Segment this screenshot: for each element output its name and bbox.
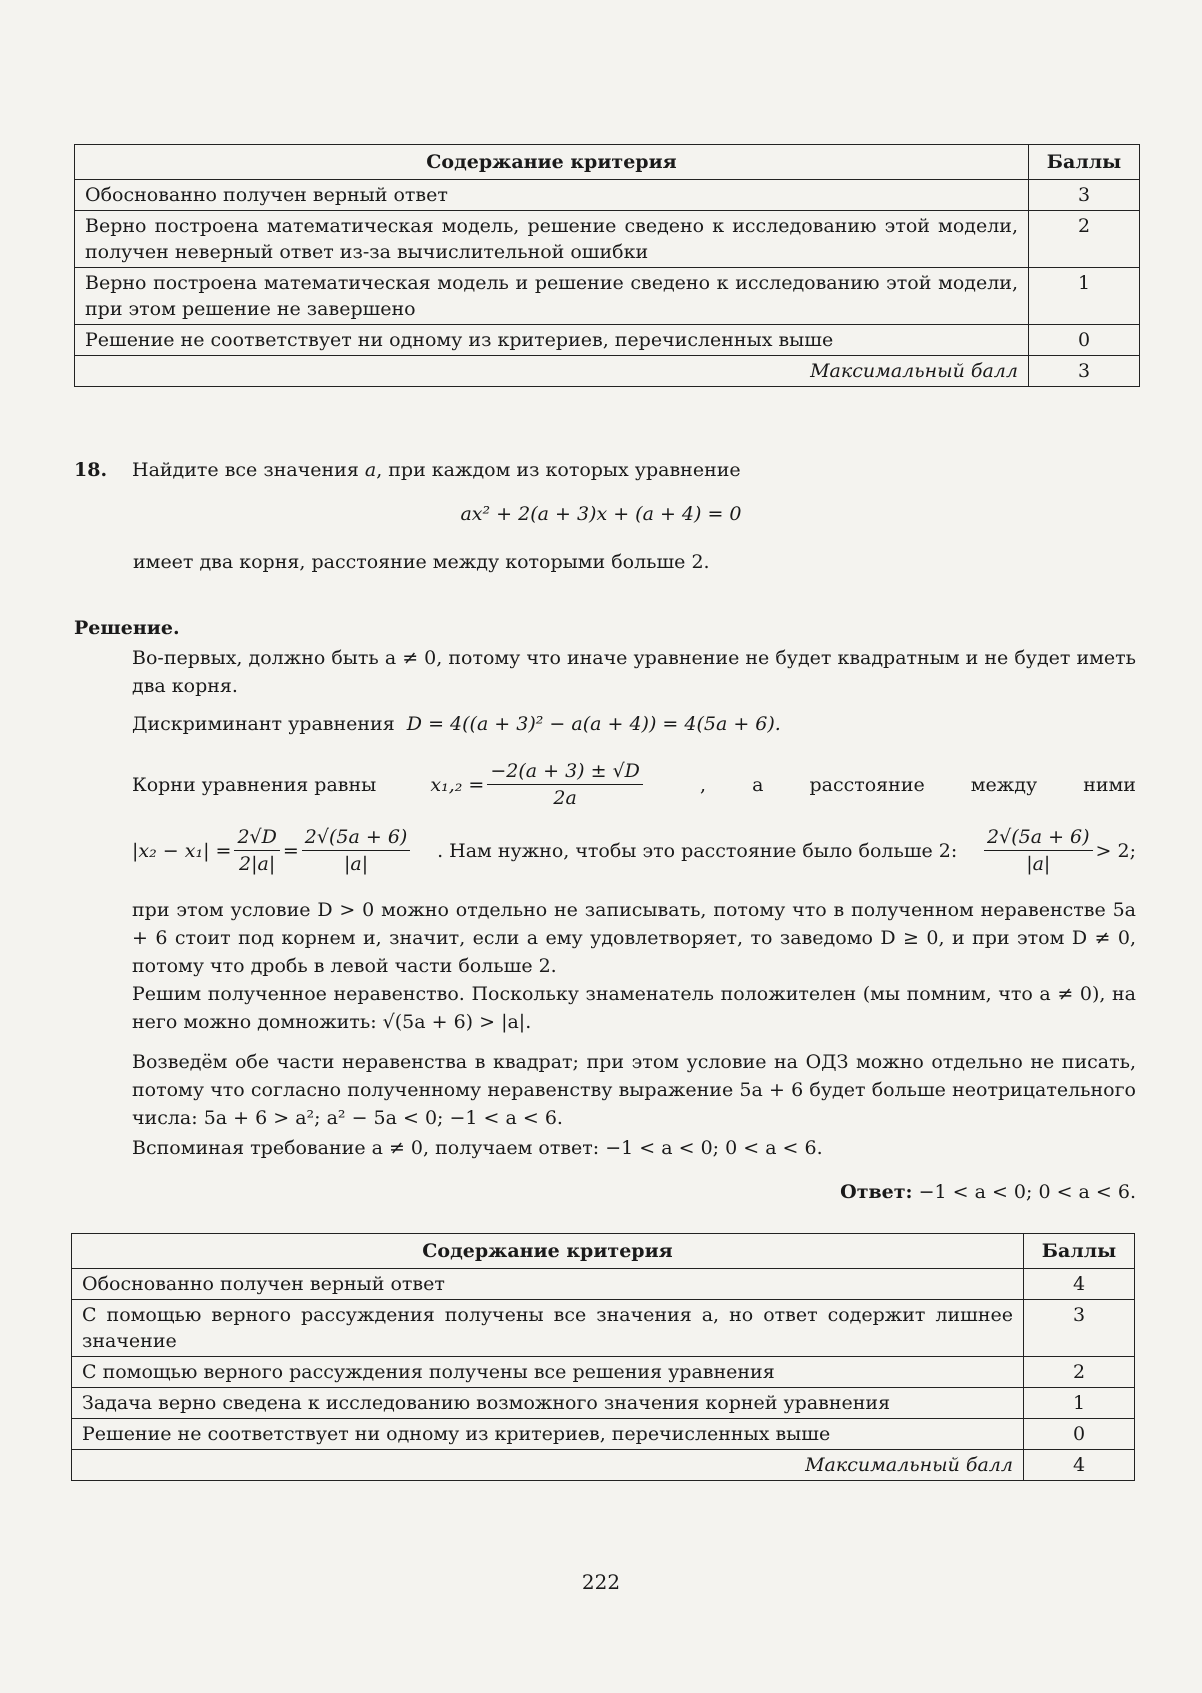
- statement-variable: a: [364, 459, 377, 481]
- distance-lhs: |x₂ − x₁| =: [132, 839, 232, 862]
- max-score-row: [72, 1450, 1135, 1481]
- fraction-1-numerator: 2√D: [237, 826, 277, 848]
- table-header: [75, 145, 1140, 180]
- inequality-formula: [981, 824, 1136, 877]
- criterion-text: Обоснованно получен верный ответ: [72, 1269, 1024, 1300]
- criterion-text: С помощью верного рассуждения получены все решения уравнения: [72, 1357, 1024, 1388]
- solution-paragraph-5: при этом условие D > 0 можно отдельно не записывать, потому что в полученном неравенстве 5a + 6 стоит под корнем и, значит, если a ему удовлетворяет, то заведомо D ≥ 0, и при этом D ≠ 0, потому что дробь в левой части больше 2.: [132, 899, 1136, 977]
- roots-tail: , а расстояние между ними: [700, 773, 1136, 796]
- criterion-points: 0: [1024, 1419, 1135, 1450]
- table-row: [72, 1357, 1135, 1388]
- problem-equation: ax² + 2(a + 3)x + (a + 4) = 0: [460, 503, 742, 525]
- criterion-points: 1: [1024, 1388, 1135, 1419]
- max-score-label: Максимальный балл: [75, 356, 1029, 387]
- fraction-2-denominator: |a|: [302, 850, 411, 877]
- criterion-points: 3: [1029, 180, 1140, 211]
- answer-label: Ответ:: [840, 1181, 913, 1203]
- max-score-value: 3: [1029, 356, 1140, 387]
- solution-paragraph-7: Возведём обе части неравенства в квадрат; при этом условие на ОДЗ можно отдельно не писать, потому что согласно полученному неравенству выражение 5a + 6 будет больше неотрицательного числа: 5a + 6 > a²; a² − 5a < 0; −1 < a < 6.: [132, 1051, 1136, 1129]
- criteria-table-1: [74, 144, 1140, 387]
- table-row: [72, 1300, 1135, 1357]
- criterion-text: С помощью верного рассуждения получены все значения a, но ответ содержит лишнее значение: [72, 1300, 1024, 1357]
- discriminant-label: Дискриминант уравнения: [132, 713, 395, 735]
- header-content: Содержание критерия: [72, 1234, 1024, 1269]
- roots-label: Корни уравнения равны: [132, 773, 377, 796]
- fraction-3-numerator: 2√(5a + 6): [987, 826, 1090, 848]
- max-score-label: Максимальный балл: [72, 1450, 1024, 1481]
- inequality-tail: > 2;: [1095, 839, 1136, 862]
- page-number: 222: [581, 1570, 621, 1594]
- solution-paragraph-8: Вспоминая требование a ≠ 0, получаем ответ: −1 < a < 0; 0 < a < 6.: [132, 1137, 823, 1159]
- criterion-text: Решение не соответствует ни одному из критериев, перечисленных выше: [72, 1419, 1024, 1450]
- criterion-text: Верно построена математическая модель и решение сведено к исследованию этой модели, при этом решение не завершено: [75, 268, 1029, 325]
- problem-condition: имеет два корня, расстояние между которыми больше 2.: [133, 551, 710, 573]
- criterion-text: Решение не соответствует ни одному из критериев, перечисленных выше: [75, 325, 1029, 356]
- discriminant-formula: D = 4((a + 3)² − a(a + 4)) = 4(5a + 6).: [406, 713, 781, 735]
- solution-paragraph-6: Решим полученное неравенство. Поскольку знаменатель положителен (мы помним, что a ≠ 0), на него можно домножить: √(5a + 6) > |a|.: [132, 983, 1136, 1033]
- fraction-2-numerator: 2√(5a + 6): [304, 826, 408, 848]
- criterion-points: 2: [1024, 1357, 1135, 1388]
- table-header: [72, 1234, 1135, 1269]
- roots-denominator: 2a: [487, 784, 643, 811]
- criterion-points: 1: [1029, 268, 1140, 325]
- fraction-1-denominator: 2|a|: [234, 850, 279, 877]
- max-score-row: [75, 356, 1140, 387]
- criterion-points: 3: [1024, 1300, 1135, 1357]
- table-row: [72, 1388, 1135, 1419]
- distance-text: . Нам нужно, чтобы это расстояние было больше 2:: [437, 839, 958, 862]
- criterion-text: Обоснованно получен верный ответ: [75, 180, 1029, 211]
- equals-sign: =: [282, 839, 299, 862]
- statement-prefix: Найдите все значения: [132, 459, 365, 481]
- roots-formula: [430, 758, 646, 811]
- solution-paragraph-1: Во-первых, должно быть a ≠ 0, потому что иначе уравнение не будет квадратным и не будет иметь два корня.: [132, 647, 1136, 697]
- roots-fraction: [487, 758, 643, 811]
- table-row: [75, 180, 1140, 211]
- fraction-3-denominator: |a|: [984, 850, 1093, 877]
- distance-fraction-2: [302, 824, 411, 877]
- max-score-value: 4: [1024, 1450, 1135, 1481]
- table-row: [75, 211, 1140, 268]
- solution-paragraph-2: [132, 710, 781, 738]
- roots-numerator: −2(a + 3) ± √D: [490, 760, 640, 782]
- solution-heading: Решение.: [74, 617, 180, 639]
- statement-suffix: , при каждом из которых уравнение: [376, 459, 741, 481]
- solution-distance-line: [132, 824, 1136, 877]
- distance-formula: [132, 824, 413, 877]
- inequality-fraction: [984, 824, 1093, 877]
- problem-statement: [74, 456, 1140, 484]
- answer-line: [132, 1178, 1136, 1206]
- header-points: Баллы: [1024, 1234, 1135, 1269]
- table-row: [72, 1269, 1135, 1300]
- roots-lhs: x₁,₂ =: [430, 773, 485, 796]
- header-content: Содержание критерия: [75, 145, 1029, 180]
- criteria-table-2: [71, 1233, 1135, 1481]
- table-row: [75, 268, 1140, 325]
- criterion-points: 2: [1029, 211, 1140, 268]
- table-row: [72, 1419, 1135, 1450]
- header-points: Баллы: [1029, 145, 1140, 180]
- table-row: [75, 325, 1140, 356]
- criterion-text: Верно построена математическая модель, решение сведено к исследованию этой модели, получен неверный ответ из-за вычислительной ошибки: [75, 211, 1029, 268]
- answer-value: −1 < a < 0; 0 < a < 6.: [918, 1181, 1136, 1203]
- criterion-points: 4: [1024, 1269, 1135, 1300]
- distance-fraction-1: [234, 824, 279, 877]
- solution-roots-line: [132, 758, 1136, 811]
- criterion-points: 0: [1029, 325, 1140, 356]
- criterion-text: Задача верно сведена к исследованию возможного значения корней уравнения: [72, 1388, 1024, 1419]
- problem-number: 18.: [74, 459, 108, 481]
